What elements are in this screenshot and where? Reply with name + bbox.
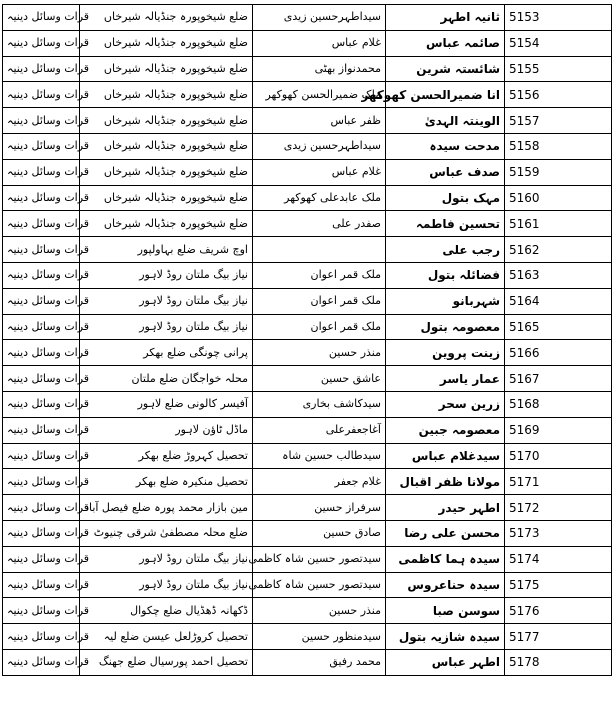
parent-name-cell: صفدر علی — [253, 211, 386, 237]
serial-number-cell: 5172 — [505, 495, 612, 521]
name-cell: انا ضمیرالحسن کھوکھر — [386, 82, 505, 108]
address-cell: ضلع شیخوپورہ جنڈیالہ شیرخاں — [80, 30, 253, 56]
table-row — [3, 572, 612, 598]
address-cell: تحصیل منکیرہ ضلع بھکر — [80, 469, 253, 495]
name-cell: زرین سحر — [386, 391, 505, 417]
address-cell: آفیسر کالونی ضلع لاہور — [80, 391, 253, 417]
serial-number-cell: 5170 — [505, 443, 612, 469]
serial-number-cell: 5158 — [505, 133, 612, 159]
name-cell: فضائلہ بتول — [386, 262, 505, 288]
parent-name-cell: سیدکاشف بخاری — [253, 391, 386, 417]
serial-number-cell: 5177 — [505, 624, 612, 650]
table-row — [3, 391, 612, 417]
parent-name-cell: ملک قمر اعوان — [253, 262, 386, 288]
table-row — [3, 108, 612, 134]
parent-name-cell: سیدتصور حسین شاہ کاظمی — [253, 546, 386, 572]
category-cell: قرات وسائل دینیہ — [3, 546, 80, 572]
table-row — [3, 314, 612, 340]
category-cell: قرات وسائل دینیہ — [3, 391, 80, 417]
address-cell: ڈکھانہ ڈھڈیال ضلع چکوال — [80, 598, 253, 624]
serial-number-cell: 5155 — [505, 56, 612, 82]
category-cell: قرات وسائل دینیہ — [3, 366, 80, 392]
parent-name-cell: منذر حسین — [253, 598, 386, 624]
serial-number-cell: 5165 — [505, 314, 612, 340]
table-row — [3, 366, 612, 392]
category-cell: قرات وسائل دینیہ — [3, 520, 80, 546]
parent-name-cell — [253, 237, 386, 263]
category-cell: قرات وسائل دینیہ — [3, 443, 80, 469]
address-cell: ضلع شیخوپورہ جنڈیالہ شیرخاں — [80, 133, 253, 159]
category-cell: قرات وسائل دینیہ — [3, 133, 80, 159]
serial-number-cell: 5169 — [505, 417, 612, 443]
address-cell: ضلع شیخوپورہ جنڈیالہ شیرخاں — [80, 185, 253, 211]
parent-name-cell: غلام عباس — [253, 30, 386, 56]
serial-number-cell: 5171 — [505, 469, 612, 495]
address-cell: مین بازار محمد پورہ ضلع فیصل آباد — [80, 495, 253, 521]
address-cell: تحصیل احمد پورسیال ضلع جھنگ — [80, 649, 253, 675]
address-cell: ضلع شیخوپورہ جنڈیالہ شیرخاں — [80, 159, 253, 185]
table-row — [3, 288, 612, 314]
serial-number-cell: 5178 — [505, 649, 612, 675]
parent-name-cell: سیدطالب حسین شاہ — [253, 443, 386, 469]
table-row — [3, 211, 612, 237]
serial-number-cell: 5167 — [505, 366, 612, 392]
address-cell: نیاز بیگ ملتان روڈ لاہور — [80, 314, 253, 340]
parent-name-cell: ملک ضمیرالحسن کھوکھر — [253, 82, 386, 108]
name-cell: سیدہ شازیہ بتول — [386, 624, 505, 650]
address-cell: ضلع شیخوپورہ جنڈیالہ شیرخاں — [80, 108, 253, 134]
address-cell: نیاز بیگ ملتان روڈ لاہور — [80, 262, 253, 288]
name-cell: اطہر عباس — [386, 649, 505, 675]
address-cell: ضلع محلہ مصطفیٰ شرقی چنیوٹ — [80, 520, 253, 546]
serial-number-cell: 5156 — [505, 82, 612, 108]
name-cell: محسن علی رضا — [386, 520, 505, 546]
name-cell: مہک بتول — [386, 185, 505, 211]
category-cell: قرات وسائل دینیہ — [3, 649, 80, 675]
address-cell: تحصیل کروڑلعل عیسن ضلع لیہ — [80, 624, 253, 650]
table-row — [3, 159, 612, 185]
address-cell: ضلع شیخوپورہ جنڈیالہ شیرخاں — [80, 211, 253, 237]
name-cell: عمار یاسر — [386, 366, 505, 392]
parent-name-cell: محمدنواز بھٹی — [253, 56, 386, 82]
category-cell: قرات وسائل دینیہ — [3, 159, 80, 185]
table-row — [3, 5, 612, 31]
address-cell: ضلع شیخوپورہ جنڈیالہ شیرخاں — [80, 5, 253, 31]
table-row — [3, 520, 612, 546]
serial-number-cell: 5160 — [505, 185, 612, 211]
name-cell: مولانا ظفر اقبال — [386, 469, 505, 495]
table-row — [3, 56, 612, 82]
category-cell: قرات وسائل دینیہ — [3, 340, 80, 366]
category-cell: قرات وسائل دینیہ — [3, 211, 80, 237]
parent-name-cell: سیدتصور حسین شاہ کاظمی — [253, 572, 386, 598]
category-cell: قرات وسائل دینیہ — [3, 237, 80, 263]
serial-number-cell: 5174 — [505, 546, 612, 572]
category-cell: قرات وسائل دینیہ — [3, 598, 80, 624]
parent-name-cell: صادق حسین — [253, 520, 386, 546]
serial-number-cell: 5176 — [505, 598, 612, 624]
name-cell: زینت پروین — [386, 340, 505, 366]
name-cell: الوینتہ الہدیٰ — [386, 108, 505, 134]
table-row — [3, 237, 612, 263]
name-cell: سیدہ ہما کاظمی — [386, 546, 505, 572]
table-row — [3, 340, 612, 366]
category-cell: قرات وسائل دینیہ — [3, 495, 80, 521]
serial-number-cell: 5166 — [505, 340, 612, 366]
name-cell: معصومہ بتول — [386, 314, 505, 340]
parent-name-cell: غلام عباس — [253, 159, 386, 185]
name-cell: صائمہ عباس — [386, 30, 505, 56]
serial-number-cell: 5173 — [505, 520, 612, 546]
table-row — [3, 82, 612, 108]
serial-number-cell: 5154 — [505, 30, 612, 56]
table-row — [3, 598, 612, 624]
address-cell: ضلع شیخوپورہ جنڈیالہ شیرخاں — [80, 56, 253, 82]
name-cell: سوسن صبا — [386, 598, 505, 624]
table-row — [3, 262, 612, 288]
parent-name-cell: سیدمنظور حسین — [253, 624, 386, 650]
name-cell: سیدہ حناعروس — [386, 572, 505, 598]
parent-name-cell: سیداطہرحسین زیدی — [253, 133, 386, 159]
serial-number-cell: 5175 — [505, 572, 612, 598]
address-cell: محلہ خواجگان ضلع ملتان — [80, 366, 253, 392]
category-cell: قرات وسائل دینیہ — [3, 262, 80, 288]
name-cell: صدف عباس — [386, 159, 505, 185]
table-row — [3, 495, 612, 521]
table-row — [3, 133, 612, 159]
serial-number-cell: 5153 — [505, 5, 612, 31]
name-cell: مدحت سیدہ — [386, 133, 505, 159]
name-cell: رجب علی — [386, 237, 505, 263]
serial-number-cell: 5164 — [505, 288, 612, 314]
category-cell: قرات وسائل دینیہ — [3, 572, 80, 598]
roster-body — [3, 5, 612, 676]
table-row — [3, 417, 612, 443]
name-cell: ثانیہ اطہر — [386, 5, 505, 31]
serial-number-cell: 5162 — [505, 237, 612, 263]
category-cell: قرات وسائل دینیہ — [3, 82, 80, 108]
parent-name-cell: ملک قمر اعوان — [253, 288, 386, 314]
name-cell: اطہر حیدر — [386, 495, 505, 521]
address-cell: نیاز بیگ ملتان روڈ لاہور — [80, 572, 253, 598]
name-cell: تحسین فاطمہ — [386, 211, 505, 237]
serial-number-cell: 5159 — [505, 159, 612, 185]
serial-number-cell: 5168 — [505, 391, 612, 417]
parent-name-cell: ملک قمر اعوان — [253, 314, 386, 340]
category-cell: قرات وسائل دینیہ — [3, 56, 80, 82]
serial-number-cell: 5161 — [505, 211, 612, 237]
category-cell: قرات وسائل دینیہ — [3, 314, 80, 340]
address-cell: ضلع شیخوپورہ جنڈیالہ شیرخاں — [80, 82, 253, 108]
table-row — [3, 624, 612, 650]
address-cell: نیاز بیگ ملتان روڈ لاہور — [80, 288, 253, 314]
roster-table — [2, 4, 612, 676]
serial-number-cell: 5163 — [505, 262, 612, 288]
parent-name-cell: منذر حسین — [253, 340, 386, 366]
category-cell: قرات وسائل دینیہ — [3, 185, 80, 211]
table-row — [3, 546, 612, 572]
category-cell: قرات وسائل دینیہ — [3, 624, 80, 650]
parent-name-cell: سیداطہرحسین زیدی — [253, 5, 386, 31]
table-row — [3, 469, 612, 495]
category-cell: قرات وسائل دینیہ — [3, 108, 80, 134]
parent-name-cell: آغاجعفرعلی — [253, 417, 386, 443]
table-row — [3, 185, 612, 211]
category-cell: قرات وسائل دینیہ — [3, 30, 80, 56]
name-cell: معصومہ جبین — [386, 417, 505, 443]
category-cell: قرات وسائل دینیہ — [3, 417, 80, 443]
parent-name-cell: ملک عابدعلی کھوکھر — [253, 185, 386, 211]
table-row — [3, 443, 612, 469]
address-cell: اوچ شریف ضلع بہاولپور — [80, 237, 253, 263]
category-cell: قرات وسائل دینیہ — [3, 288, 80, 314]
address-cell: تحصیل کہروڑ ضلع بھکر — [80, 443, 253, 469]
parent-name-cell: ظفر عباس — [253, 108, 386, 134]
address-cell: نیاز بیگ ملتان روڈ لاہور — [80, 546, 253, 572]
name-cell: شائستہ شرین — [386, 56, 505, 82]
parent-name-cell: سرفراز حسین — [253, 495, 386, 521]
table-row — [3, 30, 612, 56]
parent-name-cell: غلام جعفر — [253, 469, 386, 495]
address-cell: ماڈل ٹاؤن لاہور — [80, 417, 253, 443]
category-cell: قرات وسائل دینیہ — [3, 469, 80, 495]
serial-number-cell: 5157 — [505, 108, 612, 134]
category-cell: قرات وسائل دینیہ — [3, 5, 80, 31]
name-cell: سیدغلام عباس — [386, 443, 505, 469]
parent-name-cell: محمد رفیق — [253, 649, 386, 675]
table-row — [3, 649, 612, 675]
address-cell: پرانی چونگی ضلع بھکر — [80, 340, 253, 366]
parent-name-cell: عاشق حسین — [253, 366, 386, 392]
name-cell: شہربانو — [386, 288, 505, 314]
